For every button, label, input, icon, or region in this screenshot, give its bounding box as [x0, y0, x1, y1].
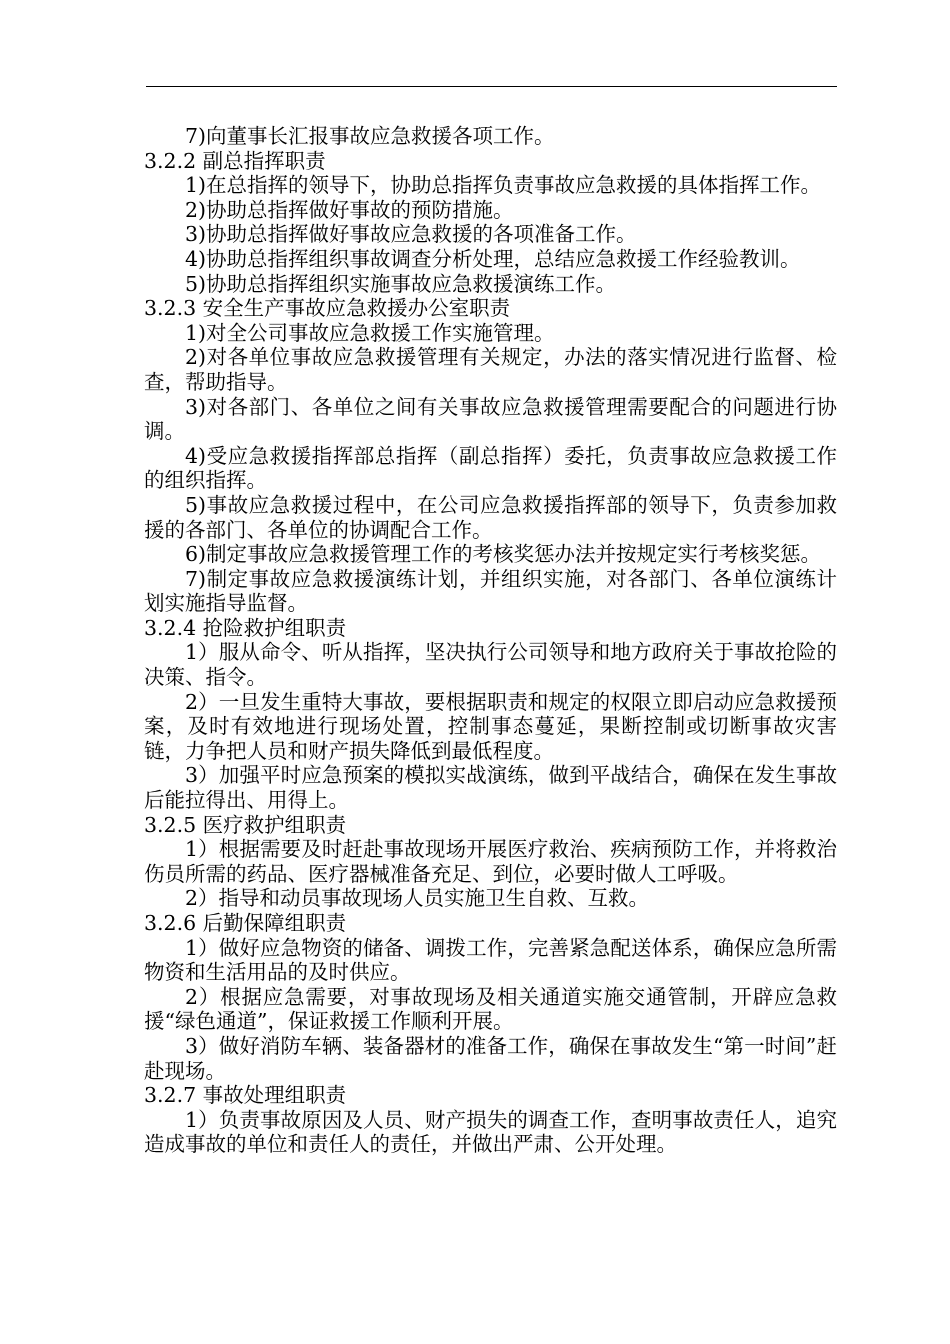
paragraph: 6)制定事故应急救援管理工作的考核奖惩办法并按规定实行考核奖惩。	[185, 542, 822, 567]
paragraph: 1)在总指挥的领导下，协助总指挥负责事故应急救援的具体指挥工作。	[185, 173, 822, 198]
paragraph: 2）根据应急需要，对事故现场及相关通道实施交通管制，开辟应急救援“绿色通道”，保证救援工作顺利开展。	[144, 984, 837, 1034]
paragraph: 3)对各部门、各单位之间有关事故应急救援管理需要配合的问题进行协调。	[144, 394, 837, 444]
section-heading: 3.2.5 医疗救护组职责	[144, 812, 347, 837]
header-rule	[146, 86, 837, 87]
section-heading: 3.2.6 后勤保障组职责	[144, 911, 347, 935]
section-heading: 3.2.7 事故处理组职责	[144, 1083, 347, 1108]
paragraph: 4)受应急救援指挥部总指挥（副总指挥）委托，负责事故应急救援工作的组织指挥。	[144, 443, 837, 493]
paragraph: 5)协助总指挥组织实施事故应急救援演练工作。	[185, 271, 617, 296]
paragraph: 5)事故应急救援过程中，在公司应急救援指挥部的领导下，负责参加救援的各部门、各单位的协调配合工作。	[144, 492, 837, 542]
paragraph: 2）一旦发生重特大事故，要根据职责和规定的权限立即启动应急救援预案，及时有效地进行现场处置，控制事态蔓延，果断控制或切断事故灾害链，力争把人员和财产损失降低到最低程度。	[144, 689, 837, 763]
paragraph: 1）服从命令、听从指挥，坚决执行公司领导和地方政府关于事故抢险的决策、指令。	[144, 640, 837, 690]
paragraph: 2）指导和动员事故现场人员实施卫生自救、互救。	[185, 886, 650, 911]
document-body	[144, 124, 837, 1157]
paragraph: 1）负责事故原因及人员、财产损失的调查工作，查明事故责任人，追究造成事故的单位和责任人的责任，并做出严肃、公开处理。	[144, 1107, 837, 1157]
paragraph: 3)协助总指挥做好事故应急救援的各项准备工作。	[185, 222, 637, 247]
section-heading: 3.2.2 副总指挥职责	[144, 148, 326, 173]
paragraph: 3）加强平时应急预案的模拟实战演练，做到平战结合，确保在发生事故后能拉得出、用得上。	[144, 763, 837, 813]
paragraph: 3）做好消防车辆、装备器材的准备工作，确保在事故发生“第一时间”赶赴现场。	[144, 1033, 837, 1083]
paragraph: 4)协助总指挥组织事故调查分析处理，总结应急救援工作经验教训。	[185, 246, 801, 271]
paragraph: 2)对各单位事故应急救援管理有关规定，办法的落实情况进行监督、检查，帮助指导。	[144, 345, 837, 394]
section-heading: 3.2.4 抢险救护组职责	[144, 615, 347, 640]
paragraph: 7)制定事故应急救援演练计划，并组织实施，对各部门、各单位演练计划实施指导监督。	[144, 566, 837, 616]
paragraph: 1）做好应急物资的储备、调拨工作，完善紧急配送体系，确保应急所需物资和生活用品的及时供应。	[144, 935, 837, 985]
section-heading: 3.2.3 安全生产事故应急救援办公室职责	[144, 296, 511, 321]
paragraph: 2)协助总指挥做好事故的预防措施。	[185, 197, 514, 222]
paragraph: 1）根据需要及时赶赴事故现场开展医疗救治、疾病预防工作，并将救治伤员所需的药品、医疗器械准备充足、到位，必要时做人工呼吸。	[144, 837, 837, 886]
paragraph: 7)向董事长汇报事故应急救援各项工作。	[185, 124, 555, 148]
paragraph: 1)对全公司事故应急救援工作实施管理。	[185, 320, 555, 345]
